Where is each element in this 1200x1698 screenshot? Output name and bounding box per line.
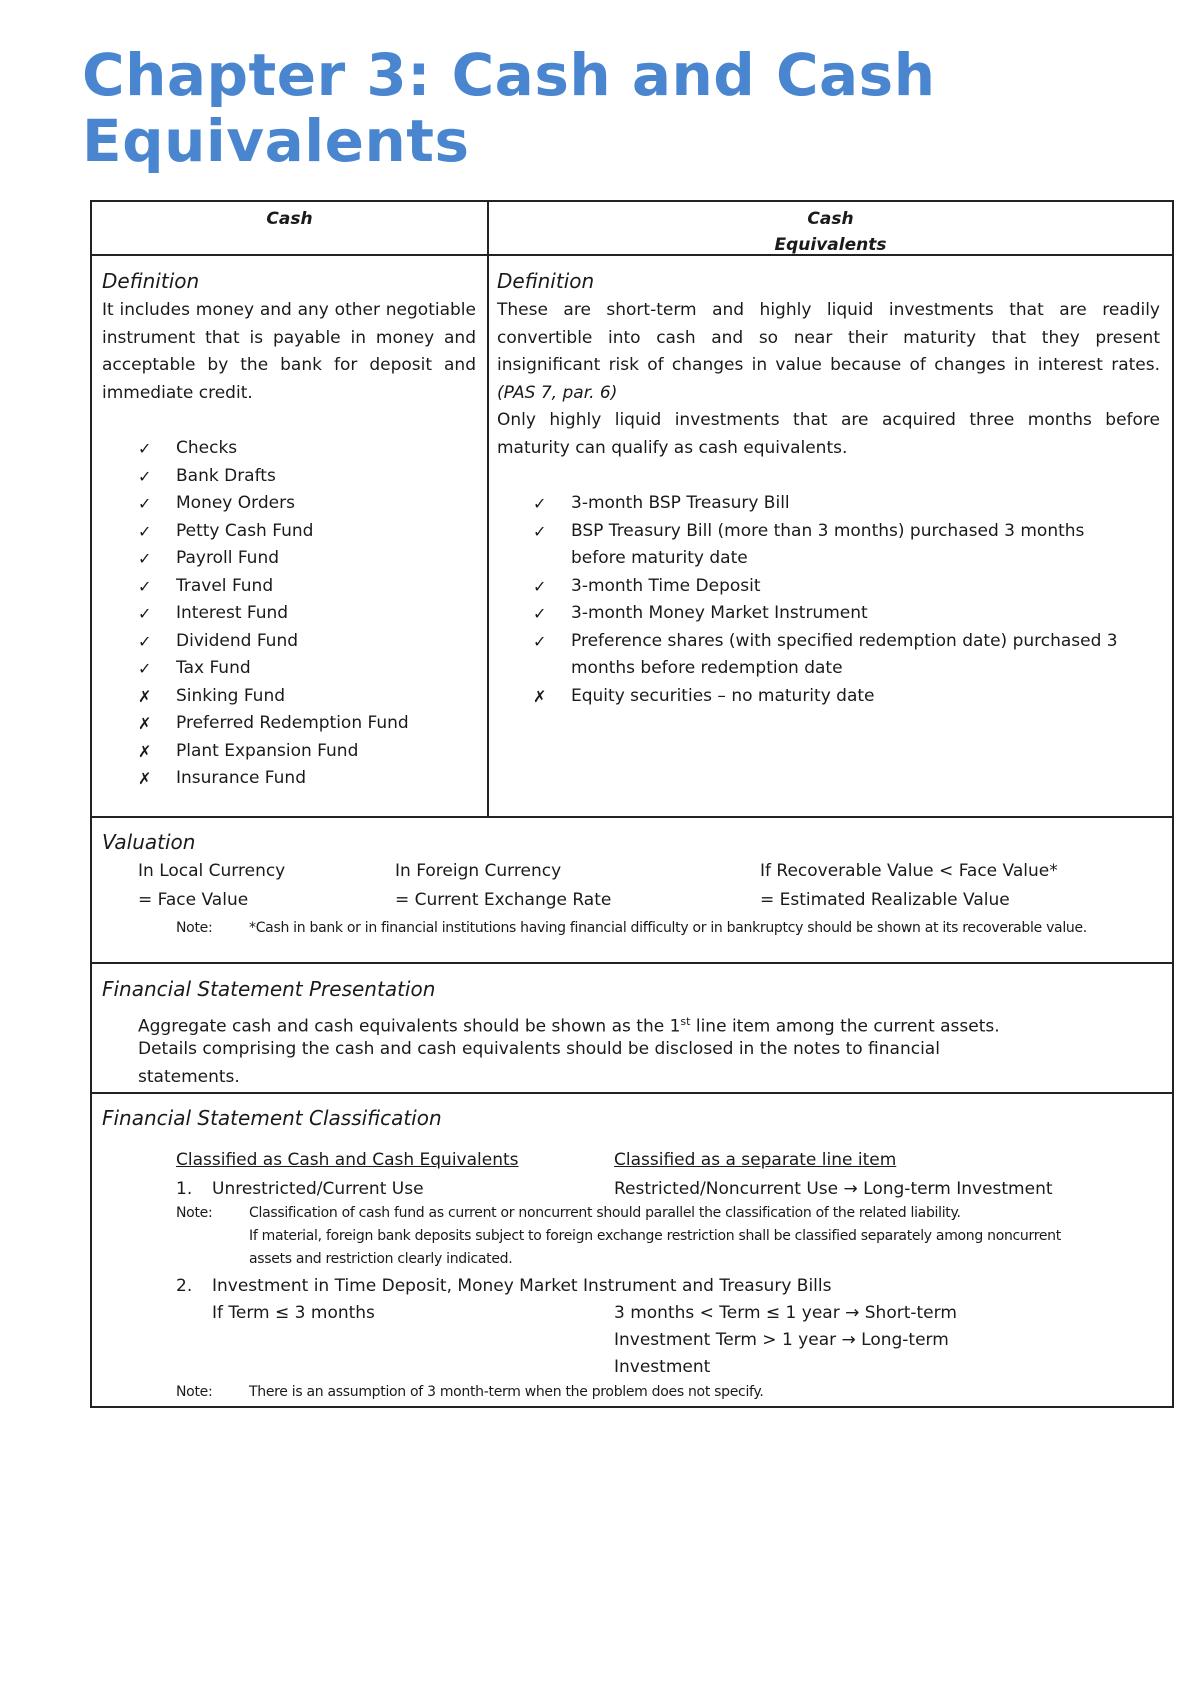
classification-item2-number: 2. [176, 1276, 193, 1296]
cross-icon: ✗ [138, 741, 152, 761]
cash-item-label: Tax Fund [176, 658, 251, 678]
checkmark-icon: ✓ [138, 604, 152, 623]
cash-item-label: Interest Fund [176, 603, 289, 623]
cash-items-list [138, 435, 478, 793]
classification-note1-label: Note: [176, 1205, 213, 1221]
checkmark-icon: ✓ [138, 466, 152, 486]
column-divider [487, 200, 489, 818]
classification-note1-line2: If material, foreign bank deposits subject to foreign exchange restriction shall be classified separately among noncurrent [249, 1228, 1061, 1244]
ce-item [533, 573, 1133, 601]
ce-item [533, 490, 1133, 518]
cross-icon: ✗ [138, 769, 152, 788]
presentation-line-3: statements. [138, 1067, 240, 1087]
cross-icon: ✗ [138, 714, 152, 733]
ce-items-list [533, 490, 1133, 710]
classification-note1-line3: assets and restriction clearly indicated. [249, 1251, 513, 1267]
presentation-line-2: Details comprising the cash and cash equivalents should be disclosed in the notes to financial [138, 1039, 940, 1059]
valuation-foreign-value: = Current Exchange Rate [395, 890, 612, 910]
classification-note1-line1: Classification of cash fund as current or noncurrent should parallel the classification of the related liability. [249, 1205, 961, 1221]
cash-item [138, 655, 478, 683]
ce-definition-text: These are short-term and highly liquid investments that are readily convertible into cash and so near their maturity that they present insignificant risk of changes in value because of changes in interest rates. (PAS 7, par. 6) [497, 300, 1160, 403]
valuation-title: Valuation [102, 830, 196, 854]
ce-item-label: Equity securities – no maturity date [571, 685, 875, 706]
cash-item [138, 435, 478, 463]
ce-qualifier-text: Only highly liquid investments that are acquired three months before maturity can qualify as cash equivalents. [497, 410, 1160, 458]
checkmark-icon: ✓ [138, 576, 152, 596]
classification-note2-text: There is an assumption of 3 month-term when the problem does not specify. [249, 1384, 764, 1400]
cash-item [138, 518, 478, 546]
cash-item-label: Insurance Fund [176, 768, 306, 788]
classification-item2-left: If Term ≤ 3 months [212, 1303, 375, 1323]
ce-item [533, 600, 1133, 628]
classification-item2-right-2: Investment Term > 1 year → Long-term [614, 1330, 949, 1350]
ce-item [533, 683, 1133, 711]
ce-item-label: 3-month Time Deposit [571, 575, 761, 596]
classification-col2-header: Classified as a separate line item [614, 1150, 897, 1170]
cash-item [138, 490, 478, 518]
cash-item-label: Dividend Fund [176, 630, 299, 651]
ce-item-label: 3-month Money Market Instrument [571, 603, 868, 623]
valuation-local-label: In Local Currency [138, 861, 286, 881]
checkmark-icon: ✓ [138, 659, 152, 678]
cash-item-label: Preferred Redemption Fund [176, 713, 409, 733]
cash-item [138, 738, 478, 766]
checkmark-icon: ✓ [138, 439, 152, 458]
page-title: Chapter 3: Cash and Cash Equivalents [82, 41, 936, 175]
classification-note2-label: Note: [176, 1384, 213, 1400]
cash-definition-title: Definition [102, 269, 200, 293]
checkmark-icon: ✓ [533, 494, 547, 513]
cash-item [138, 683, 478, 711]
cash-item-label: Payroll Fund [176, 548, 280, 568]
classification-item2-right-1: 3 months < Term ≤ 1 year → Short-term [614, 1303, 957, 1323]
ce-item [533, 628, 1133, 683]
cash-definition-text: It includes money and any other negotiable instrument that is payable in money and acceptable by the bank for deposit and immediate credit. [102, 300, 476, 403]
cash-item [138, 573, 478, 601]
cash-equivalents-column-header: Cash Equivalents [774, 209, 887, 255]
checkmark-icon: ✓ [533, 631, 547, 651]
cash-item-label: Sinking Fund [176, 685, 286, 706]
checkmark-icon: ✓ [533, 576, 547, 596]
checkmark-icon: ✓ [138, 521, 152, 541]
classification-item2-right-3: Investment [614, 1357, 711, 1377]
classification-item1-left: Unrestricted/Current Use [212, 1179, 424, 1199]
classification-col1-header: Classified as Cash and Cash Equivalents [176, 1150, 519, 1170]
presentation-line-1: Aggregate cash and cash equivalents should be shown as the 1st line item among the current assets. [138, 1015, 1000, 1037]
checkmark-icon: ✓ [533, 604, 547, 623]
ce-reference: (PAS 7, par. 6) [497, 382, 618, 403]
ce-item-label: Preference shares (with specified redemption date) purchased 3 months before redemption date [571, 630, 1118, 678]
cash-item [138, 628, 478, 656]
cross-icon: ✗ [533, 686, 547, 706]
valuation-recoverable-value: = Estimated Realizable Value [760, 890, 1010, 910]
classification-item2-title: Investment in Time Deposit, Money Market Instrument and Treasury Bills [212, 1276, 832, 1296]
cross-icon: ✗ [138, 686, 152, 706]
ce-definition-title: Definition [497, 269, 595, 293]
classification-item1-number: 1. [176, 1179, 193, 1199]
cash-item [138, 545, 478, 573]
checkmark-icon: ✓ [138, 631, 152, 651]
ce-item-label: 3-month BSP Treasury Bill [571, 493, 790, 513]
presentation-title: Financial Statement Presentation [102, 977, 436, 1001]
valuation-note-label: Note: [176, 920, 213, 936]
checkmark-icon: ✓ [138, 549, 152, 568]
cash-item [138, 710, 478, 738]
valuation-recoverable-label: If Recoverable Value < Face Value* [760, 861, 1058, 881]
cash-item-label: Plant Expansion Fund [176, 740, 359, 761]
cash-item-label: Checks [176, 438, 238, 458]
checkmark-icon: ✓ [533, 521, 547, 541]
cash-item [138, 600, 478, 628]
ce-item-label: BSP Treasury Bill (more than 3 months) purchased 3 months before maturity date [571, 520, 1085, 568]
classification-title: Financial Statement Classification [102, 1106, 442, 1130]
cash-column-header: Cash [266, 209, 313, 229]
valuation-section [90, 816, 1174, 964]
cash-item-label: Petty Cash Fund [176, 520, 314, 541]
valuation-local-value: = Face Value [138, 890, 249, 910]
cash-item-label: Travel Fund [176, 575, 274, 596]
cash-item-label: Bank Drafts [176, 465, 276, 486]
valuation-note-text: *Cash in bank or in financial institutions having financial difficulty or in bankruptcy should be shown at its recoverable value. [249, 920, 1087, 936]
valuation-foreign-label: In Foreign Currency [395, 861, 562, 881]
ce-item [533, 518, 1133, 573]
cash-item [138, 765, 478, 793]
cash-item-label: Money Orders [176, 493, 295, 513]
classification-item1-right: Restricted/Noncurrent Use → Long-term Investment [614, 1179, 1053, 1199]
cash-item [138, 463, 478, 491]
checkmark-icon: ✓ [138, 494, 152, 513]
